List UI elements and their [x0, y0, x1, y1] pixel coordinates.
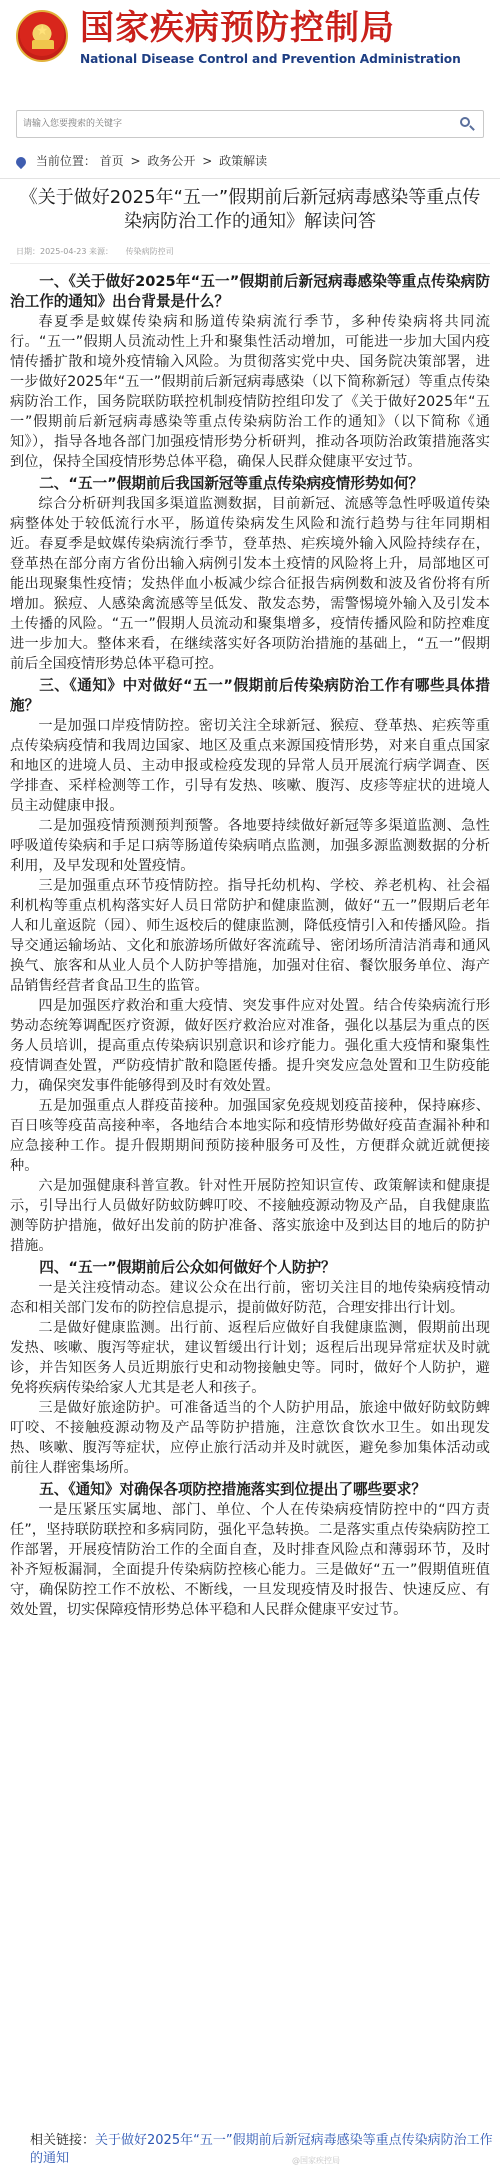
- paragraph: 三是加强重点环节疫情防控。指导托幼机构、学校、养老机构、社会福利机构等重点机构落实好人员日常防护和健康监测，做好“五一”假期后老年人和儿童返院（园）、师生返校后的健康监测，降低疫情引入和传播风险。指导交通运输场站、文化和旅游场所做好客流疏导、密闭场所清洁消毒和通风换气、旅客和从业人员个人防护等措施，加强对住宿、餐饮服务单位、海产品销售经营者食品卫生的监管。: [10, 878, 490, 994]
- article-date: 日期：2025-04-23 来源：: [16, 247, 114, 256]
- paragraph: 四是加强医疗救治和重大疫情、突发事件应对处置。结合传染病流行形势动态统筹调配医疗资源，做好医疗救治应对准备，强化以基层为重点的医务人员培训，提高重点传染病识别意识和诊疗能力。强化重大疫情和聚集性疫情调查处置，严防疫情扩散和隐匿传播。提升突发应急处置和卫生防疫能力，确保突发事件能够得到及时有效处置。: [10, 998, 490, 1094]
- paragraph: 一是加强口岸疫情防控。密切关注全球新冠、猴痘、登革热、疟疾等重点传染病疫情和我周边国家、地区及重点来源国疫情形势，对来自重点国家和地区的进境人员、主动申报或检疫发现的异常人员开展流行病学调查、医学排查、采样检测等工作，引导有发热、咳嗽、腹泻、皮疹等症状的进境人员主动健康申报。: [10, 718, 490, 814]
- related-notice-link[interactable]: 关于做好2025年“五一”假期前后新冠病毒感染等重点传染病防治工作的通知: [30, 2133, 493, 2166]
- breadcrumb-label: 当前位置：: [35, 154, 96, 168]
- site-title: 国家疾病预防控制局: [80, 8, 395, 48]
- section-heading: 五、《通知》对确保各项防控措施落实到位提出了哪些要求？: [39, 1481, 426, 1498]
- paragraph: 二是做好健康监测。出行前、返程后应做好自我健康监测，假期前出现发热、咳嗽、腹泻等症状，建议暂缓出行计划；返程后出现异常症状及时就诊，并告知医务人员近期旅行史和动物接触史等。同时，做好个人防护，避免将疾病传染给家人尤其是老人和孩子。: [10, 1320, 490, 1396]
- article: [10, 186, 490, 1620]
- article-source: 传染病防控司: [125, 247, 174, 256]
- paragraph: 六是加强健康科普宣教。针对性开展防控知识宣传、政策解读和健康提示，引导出行人员做好防蚊防蜱叮咬、不接触疫源动物及产品，自我健康监测等防护措施，做好出发前的防护准备、落实旅途中及到达目的地后的防护措施。: [10, 1178, 490, 1254]
- search-icon[interactable]: [457, 115, 477, 135]
- article-meta: [10, 246, 490, 257]
- header-divider: [0, 178, 500, 179]
- breadcrumb-home[interactable]: 首页: [99, 154, 124, 168]
- breadcrumb-separator: >: [130, 154, 141, 168]
- related-links: [30, 2132, 500, 2168]
- section-heading: 二、“五一”假期前后我国新冠等重点传染病疫情形势如何？: [39, 475, 424, 492]
- paragraph: 春夏季是蚊媒传染病和肠道传染病流行季节，多种传染病将共同流行。“五一”假期人员流动性上升和聚集性活动增加，可能进一步加大国内疫情传播扩散和境外疫情输入风险。为贯彻落实党中央、国务院决策部署，进一步做好2025年“五一”假期前后新冠病毒感染（以下简称新冠）等重点传染病防治工作，国务院联防联控机制疫情防控组印发了《关于做好2025年“五一”假期前后新冠病毒感染等重点传染病防治工作的通知》（以下简称《通知》），指导各地各部门加强疫情形势分析研判，推动各项防治政策措施落实到位，保持全国疫情形势总体平稳，确保人民群众健康平安过节。: [10, 314, 490, 470]
- location-pin-icon: [14, 154, 28, 168]
- section-heading: 三、《通知》中对做好“五一”假期前后传染病防治工作有哪些具体措施？: [10, 677, 490, 714]
- search-bar: [16, 110, 484, 138]
- breadcrumb-policy-interpretation[interactable]: 政策解读: [219, 154, 268, 168]
- section-heading: 一、《关于做好2025年“五一”假期前后新冠病毒感染等重点传染病防治工作的通知》出台背景是什么？: [10, 273, 490, 310]
- breadcrumb-separator: >: [202, 154, 213, 168]
- paragraph: 一是压紧压实属地、部门、单位、个人在传染病疫情防控中的“四方责任”，坚持联防联控和多病同防，强化平急转换。二是落实重点传染病防控工作部署，开展疫情防治工作的全面自查，及时排查风险点和薄弱环节，及时补齐短板漏洞，全面提升传染病防控核心能力。三是做好“五一”假期值班值守，确保防控工作不放松、不断线，一旦发现疫情及时报告、快速反应、有效处置，切实保障疫情形势总体平稳和人民群众健康平安过节。: [10, 1502, 490, 1618]
- paragraph: 综合分析研判我国多渠道监测数据，目前新冠、流感等急性呼吸道传染病整体处于较低流行水平，肠道传染病发生风险和流行趋势与往年同期相近。春夏季是蚊媒传染病流行季节，登革热、疟疾境外输入风险持续存在，登革热在部分南方省份出输入病例引发本土疫情的风险将上升，局部地区可能出现聚集性疫情；发热伴血小板减少综合征报告病例数和波及省份将有所增加。猴痘、人感染禽流感等呈低发、散发态势，需警惕境外输入及引发本土传播的风险。“五一”假期人员流动和聚集增多，疫情传播风险和防控难度进一步加大。整体来看，在继续落实好各项防治措施的基础上，“五一”假期前后全国疫情形势总体平稳可控。: [10, 496, 490, 672]
- site-header: [0, 0, 500, 70]
- article-title: 《关于做好2025年“五一”假期前后新冠病毒感染等重点传染病防治工作的通知》解读问答: [19, 187, 481, 232]
- watermark: @国家疾控局: [292, 2156, 340, 2165]
- breadcrumb: [16, 152, 267, 172]
- paragraph: 一是关注疫情动态。建议公众在出行前，密切关注目的地传染病疫情动态和相关部门发布的防控信息提示，提前做好防范，合理安排出行计划。: [10, 1280, 490, 1316]
- section-heading: 四、“五一”假期前后公众如何做好个人防护？: [39, 1259, 336, 1276]
- paragraph: 五是加强重点人群疫苗接种。加强国家免疫规划疫苗接种，保持麻疹、百日咳等疫苗高接种率，各地结合本地实际和疫情形势做好疫苗查漏补种和应急接种工作。提升假期期间预防接种服务可及性，方便群众就近就便接种。: [10, 1098, 490, 1174]
- related-label: 相关链接：: [30, 2133, 96, 2148]
- site-subtitle: National Disease Control and Prevention Administration: [80, 52, 461, 66]
- paragraph: 三是做好旅途防护。可准备适当的个人防护用品，旅途中做好防蚊防蜱叮咬、不接触疫源动物及产品等防护措施，注意饮食饮水卫生。如出现发热、咳嗽、腹泻等症状，应停止旅行活动并及时就医，避免参加集体活动或前往人群密集场所。: [10, 1400, 490, 1476]
- national-emblem-icon: ★: [16, 10, 68, 62]
- article-divider: [10, 263, 490, 264]
- search-input[interactable]: [23, 115, 443, 133]
- article-body: [10, 272, 490, 1620]
- paragraph: 二是加强疫情预测预判预警。各地要持续做好新冠等多渠道监测、急性呼吸道传染病和手足口病等肠道传染病哨点监测，加强多源监测数据的分析利用，及早发现和处置疫情。: [10, 818, 490, 874]
- breadcrumb-gov-affairs[interactable]: 政务公开: [147, 154, 196, 168]
